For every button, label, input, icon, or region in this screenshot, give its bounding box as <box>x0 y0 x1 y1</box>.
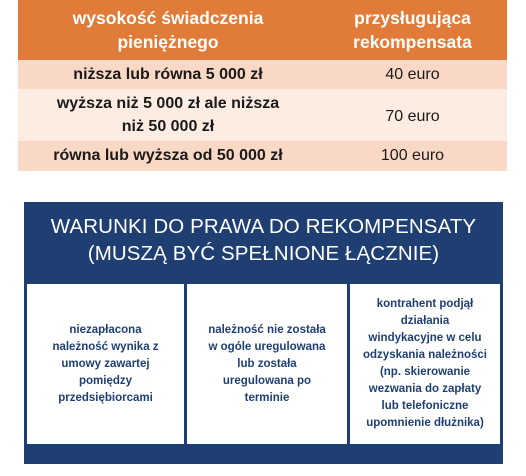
row-amount-line: niż 50 000 zł <box>121 118 215 135</box>
condition-item-late <box>187 284 347 444</box>
row-compensation: 40 euro <box>385 65 440 83</box>
condition-line: niezapłacona <box>69 323 142 336</box>
condition-item-unpaid <box>27 284 184 444</box>
condition-line: windykacyjne w celu <box>368 332 482 344</box>
condition-line: terminie <box>244 391 290 404</box>
row-compensation: 100 euro <box>380 147 445 164</box>
conditions-title <box>24 202 503 282</box>
conditions-title-line: (MUSZĄ BYĆ SPEŁNIONE ŁĄCZNIE) <box>87 242 440 265</box>
condition-line: lub została <box>237 357 297 370</box>
conditions-title-line: WARUNKI DO PRAWA DO REKOMPENSATY <box>50 215 477 238</box>
condition-line: lub telefoniczne <box>381 400 469 412</box>
condition-line: umowy zawartej <box>61 357 150 370</box>
condition-item-collection <box>350 284 500 444</box>
condition-line: wezwania do zapłaty <box>368 383 482 395</box>
row-amount-line: wyższa niż 5 000 zł ale niższa <box>56 95 280 112</box>
condition-line: należność wynika z <box>52 340 159 353</box>
conditions-box <box>24 202 503 464</box>
header-amount <box>18 6 318 54</box>
conditions-bottom-bar <box>24 444 503 464</box>
condition-line: działania <box>400 315 450 327</box>
header-compensation-line: przysługująca <box>354 8 471 28</box>
condition-line: należność nie została <box>208 323 326 336</box>
condition-line: (np. skierowanie <box>379 366 471 378</box>
conditions-list <box>27 284 500 444</box>
row-amount <box>18 92 318 138</box>
condition-line: odzyskania należności <box>363 349 487 361</box>
table-header-row <box>18 0 507 60</box>
condition-line: w ogóle uregulowana <box>208 340 326 353</box>
compensation-table <box>18 0 507 171</box>
table-row <box>18 141 507 171</box>
header-compensation <box>318 6 507 54</box>
row-compensation: 70 euro <box>385 107 440 125</box>
condition-line: uregulowana po <box>222 374 312 387</box>
condition-line: kontrahent podjął <box>376 298 474 310</box>
row-amount <box>18 146 318 166</box>
condition-line: upomnienie dłużnika) <box>366 417 484 429</box>
row-amount <box>18 65 318 85</box>
row-amount-line: niższa lub równa 5 000 zł <box>73 65 263 83</box>
header-amount-line: pieniężnego <box>117 32 219 52</box>
table-row <box>18 89 507 141</box>
condition-line: pomiędzy <box>78 374 133 387</box>
header-compensation-line: rekompensata <box>353 32 472 52</box>
header-amount-line: wysokość świadczenia <box>72 8 264 28</box>
table-row <box>18 60 507 89</box>
row-amount-line: równa lub wyższa od 50 000 zł <box>53 147 283 164</box>
condition-line: przedsiębiorcami <box>58 391 153 404</box>
